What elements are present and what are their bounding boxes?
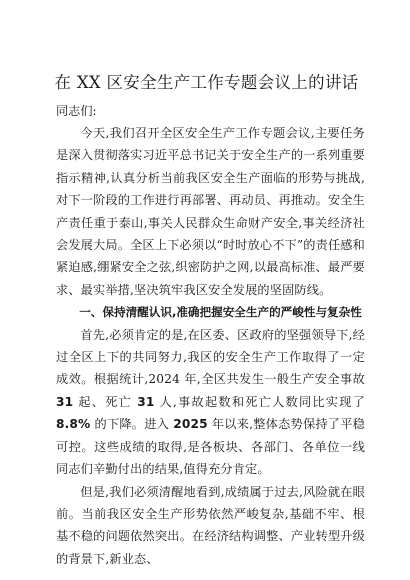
paragraph-text: 人,事故起数和死亡人数同比实现了 <box>154 394 365 409</box>
accident-count: 31 <box>56 394 74 409</box>
paragraph-text: 年以来,整体态势保持了平稳可控。这些成绩的取得,是各板块、各部门、各单位一线同志们辛勤付出的结果,值得充分肯定。 <box>56 417 365 477</box>
paragraph-text: 的下降。进入 <box>90 417 174 432</box>
paragraph-text: 首先,必须肯定的是,在区委、区政府的坚强领导下,经过全区上下的共同努力,我区的安全生产工作取得了一定成效。根据统计,2024 年,全区共发生一般生产安全事故 <box>56 327 365 387</box>
death-count: 31 <box>137 394 155 409</box>
section-heading-1: 一、保持清醒认识,准确把握安全生产的严峻性与复杂性 <box>79 305 362 320</box>
section1-paragraph-1 <box>56 324 365 481</box>
document-title: 在 XX 区安全生产工作专题会议上的讲话 <box>54 73 359 92</box>
paragraph-text: 起、死亡 <box>73 394 138 409</box>
salutation: 同志们: <box>56 104 97 118</box>
decline-percent: 8.8% <box>56 417 91 432</box>
section1-paragraph-2: 但是,我们必须清醒地看到,成绩属于过去,风险就在眼前。当前我区安全生产形势依然严峻复杂,基础不牢、根基不稳的问题依然突出。在经济结构调整、产业转型升级的背景下,新业态、 <box>56 484 365 566</box>
intro-paragraph: 今天,我们召开全区安全生产工作专题会议,主要任务是深入贯彻落实习近平总书记关于安全生产的一系列重要指示精神,认真分析当前我区安全生产面临的形势与挑战,对下一阶段的工作进行再部署、再动员、再推动。安全生产责任重于泰山,事关人民群众生命财产安全,事关经济社会发展大局。全区上下必须以“时时放心不下”的责任感和紧迫感,绷紧安全之弦,织密防护之网,以最高标准、最严要求、最实举措,坚决筑牢我区安全发展的坚固防线。 <box>56 126 365 297</box>
year-value: 2025 <box>173 417 208 432</box>
